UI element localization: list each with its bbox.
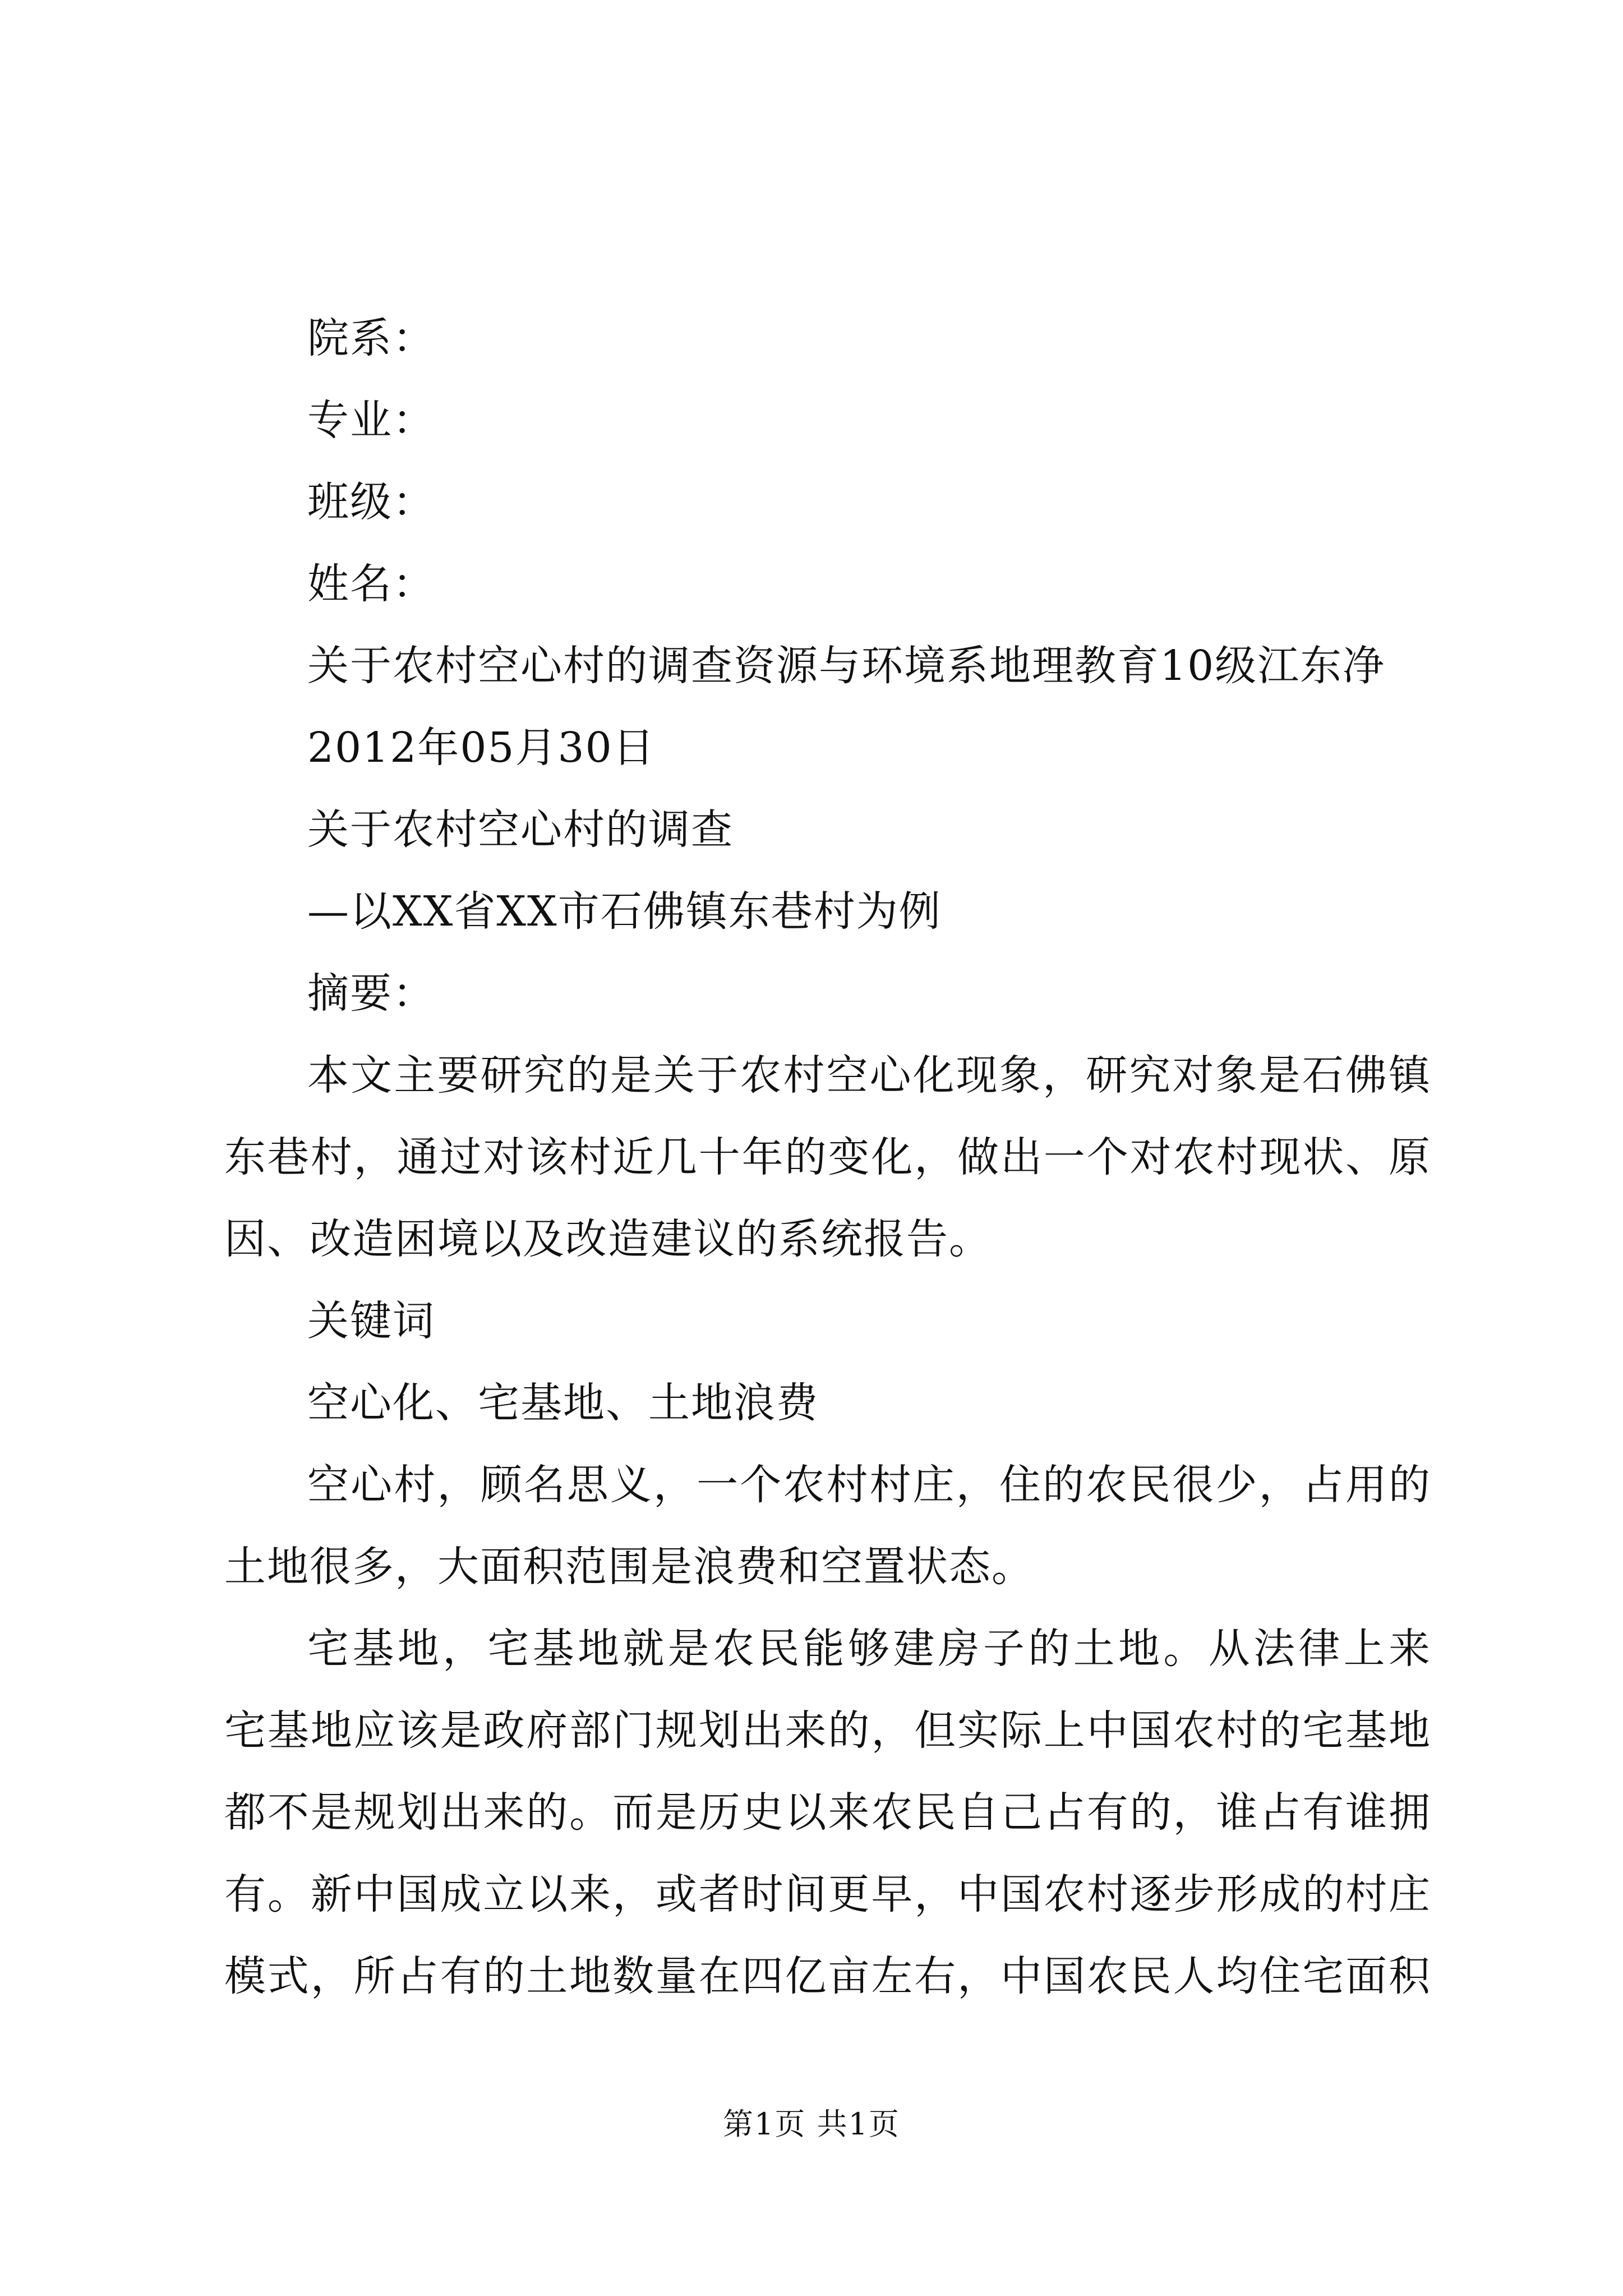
paragraph-line: 都不是规划出来的。而是历史以来农民自己占有的，谁占有谁拥 <box>224 1788 1431 1837</box>
paragraph-line: 模式，所占有的土地数量在四亿亩左右，中国农民人均住宅面积 <box>224 1952 1431 2000</box>
abstract-line: 因、改造困境以及改造建议的系统报告。 <box>224 1215 992 1263</box>
abstract-heading: 摘要： <box>307 969 435 1018</box>
abstract-line: 本文主要研究的是关于农村空心化现象，研究对象是石佛镇 <box>307 1051 1431 1099</box>
keywords-list: 空心化、宅基地、土地浪费 <box>307 1379 819 1427</box>
field-department: 院系： <box>307 314 435 362</box>
keywords-heading: 关键词 <box>307 1297 435 1345</box>
paragraph-line: 宅基地，宅基地就是农民能够建房子的土地。从法律上来 <box>307 1625 1431 1673</box>
document-body <box>224 297 1431 2017</box>
field-class: 班级： <box>307 478 435 526</box>
page-footer: 第1页 共1页 <box>723 2106 900 2142</box>
field-major: 专业： <box>307 396 435 444</box>
paragraph-line: 土地很多，大面积范围是浪费和空置状态。 <box>224 1543 1034 1591</box>
document-title: 关于农村空心村的调查 <box>307 806 734 854</box>
title-author-line: 关于农村空心村的调查资源与环境系地理教育10级江东净 <box>307 642 1386 690</box>
abstract-line: 东巷村，通过对该村近几十年的变化，做出一个对农村现状、原 <box>224 1133 1431 1181</box>
date-line: 2012年05月30日 <box>307 724 656 772</box>
paragraph-line: 有。新中国成立以来，或者时间更早，中国农村逐步形成的村庄 <box>224 1870 1431 1918</box>
field-name: 姓名： <box>307 560 435 608</box>
paragraph-line: 空心村，顾名思义，一个农村村庄，住的农民很少，占用的 <box>307 1461 1431 1509</box>
document-subtitle: —以XX省XX市石佛镇东巷村为例 <box>307 887 942 936</box>
paragraph-line: 宅基地应该是政府部门规划出来的，但实际上中国农村的宅基地 <box>224 1706 1431 1755</box>
